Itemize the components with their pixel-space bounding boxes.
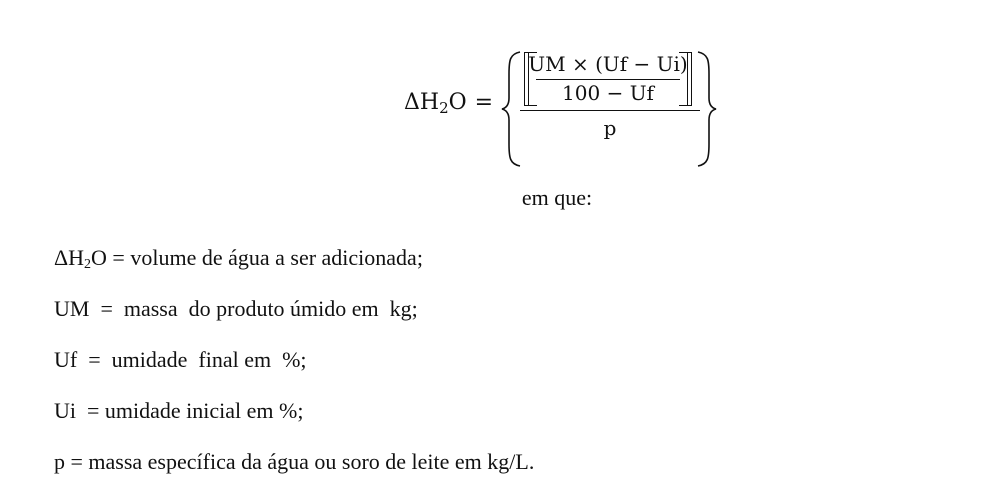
definition-h2o bbox=[54, 232, 534, 283]
definition-h2o-text: O = volume de água a ser adicionada; bbox=[91, 245, 423, 270]
definition-ui: Ui = umidade inicial em %; bbox=[54, 398, 304, 423]
definition-p: p = massa específica da água ou soro de leite em kg/L. bbox=[54, 449, 535, 474]
definition-um: UM = massa do produto úmido em kg; bbox=[54, 296, 418, 321]
equation-lhs bbox=[404, 90, 493, 117]
inner-denominator: 100 − Uf bbox=[562, 81, 654, 105]
definition-h2o-symbol: ΔH bbox=[54, 245, 85, 270]
outer-denominator: p bbox=[603, 116, 617, 140]
lhs-subscript: 2 bbox=[439, 99, 449, 117]
inner-numerator: UM × (Uf − Ui) bbox=[528, 52, 688, 76]
inner-fraction-bracketed bbox=[524, 52, 692, 104]
definition-uf: Uf = umidade final em %; bbox=[54, 347, 307, 372]
right-curly-brace bbox=[696, 50, 718, 168]
caption-em-que: em que: bbox=[521, 185, 593, 210]
definition-h2o-subscript: 2 bbox=[84, 257, 92, 272]
lhs-o: O bbox=[448, 90, 467, 115]
water-volume-equation bbox=[400, 48, 720, 170]
left-curly-brace bbox=[500, 50, 522, 168]
variable-definitions bbox=[54, 232, 534, 487]
equals-sign: = bbox=[474, 90, 494, 115]
inner-fraction-bar bbox=[536, 79, 680, 80]
outer-fraction-bar bbox=[520, 110, 700, 111]
lhs-delta-h: ΔH bbox=[404, 90, 440, 115]
